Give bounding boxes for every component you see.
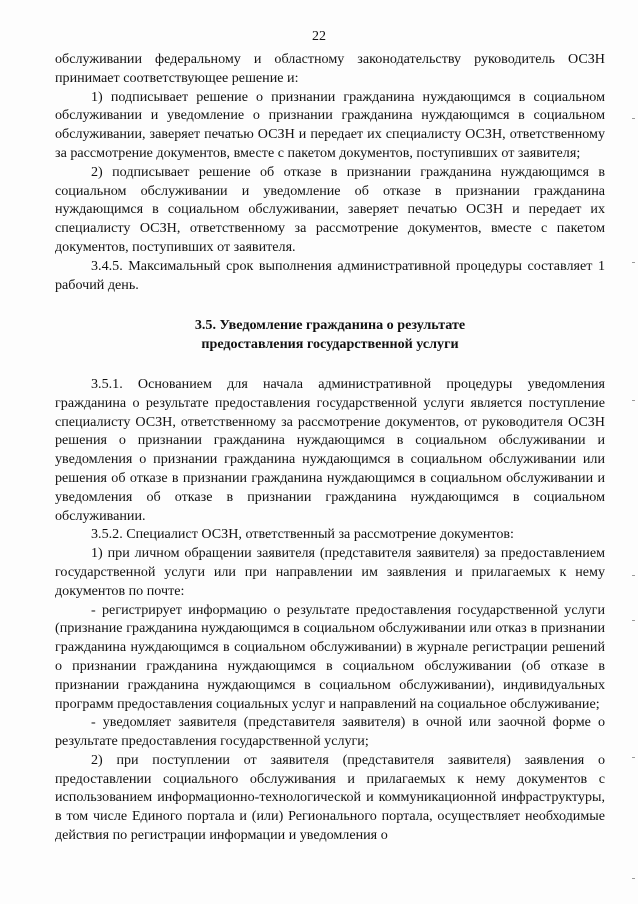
paragraph: 1) подписывает решение о признании гражданина нуждающимся в социальном обслуживании и уведомление о признании гражданина нуждающимся в социальном обслуживании, заверяет печатью ОСЗН и передает их специалисту ОСЗН, ответственному за рассмотрение документов, вместе с пакетом документов, поступивших от заявителя; bbox=[55, 88, 605, 161]
paragraph: обслуживании федеральному и областному законодательству руководитель ОСЗН принимает соответствующее решение и: bbox=[55, 51, 605, 86]
paragraph: - уведомляет заявителя (представителя заявителя) в очной или заочной форме о результате предоставления государственной услуги; bbox=[55, 714, 605, 750]
section-heading-line-2: предоставления государственной услуги bbox=[201, 336, 459, 353]
paragraphs-after bbox=[55, 375, 605, 845]
page-number: 22 bbox=[312, 29, 326, 44]
document-body bbox=[55, 50, 605, 845]
section-heading-line-1: 3.5. Уведомление гражданина о результате bbox=[194, 317, 466, 334]
scan-edge-marks bbox=[630, 0, 638, 904]
paragraph: - регистрирует информацию о результате предоставления государственной услуги (признание гражданина нуждающимся в социальном обслуживании или отказ в признании гражданина нуждающимся в социальном обслуживании) в журнале регистрации решений о признании гражданина нуждающимся в социальном обслуживании (об отказе в признании гражданина нуждающимся в социальном обслуживании), индивидуальных программ предоставления социальных услуг и направлений на социальное обслуживание; bbox=[55, 601, 605, 712]
paragraph: 3.5.1. Основанием для начала административной процедуры уведомления гражданина о результате предоставления государственной услуги является поступление специалисту ОСЗН, ответственному за рассмотрение документов, от руководителя ОСЗН решения о признании гражданина нуждающимся в социальном обслуживании и уведомления о признании гражданина нуждающимся в социальном обслуживании или решения об отказе в признании гражданина нуждающимся в социальном обслуживании и уведомления об отказе в признании гражданина нуждающимся в социальном обслуживании. bbox=[55, 375, 605, 524]
section-heading bbox=[55, 316, 605, 354]
paragraph: 2) подписывает решение об отказе в признании гражданина нуждающимся в социальном обслуживании и уведомление об отказе в признании гражданина нуждающимся в социальном обслуживании, заверяет печатью ОСЗН и передает их специалисту ОСЗН, ответственному за рассмотрение документов, вместе с пакетом документов, поступивших от заявителя. bbox=[55, 163, 605, 255]
paragraphs-before bbox=[55, 50, 605, 294]
paragraph: 1) при личном обращении заявителя (представителя заявителя) за предоставлением государственной услуги или при направлении им заявления и прилагаемых к нему документов по почте: bbox=[55, 545, 605, 599]
paragraph: 3.4.5. Максимальный срок выполнения административной процедуры составляет 1 рабочий день. bbox=[55, 257, 605, 293]
paragraph: 3.5.2. Специалист ОСЗН, ответственный за рассмотрение документов: bbox=[91, 526, 514, 543]
paragraph: 2) при поступлении от заявителя (представителя заявителя) заявления о предоставлении социального обслуживания и прилагаемых к нему документов с использованием информационно-технологической и коммуникационной инфраструктуры, в том числе Единого портала и (или) Регионального портала, осуществляет необходимые действия по регистрации информации и уведомления о bbox=[55, 751, 605, 844]
